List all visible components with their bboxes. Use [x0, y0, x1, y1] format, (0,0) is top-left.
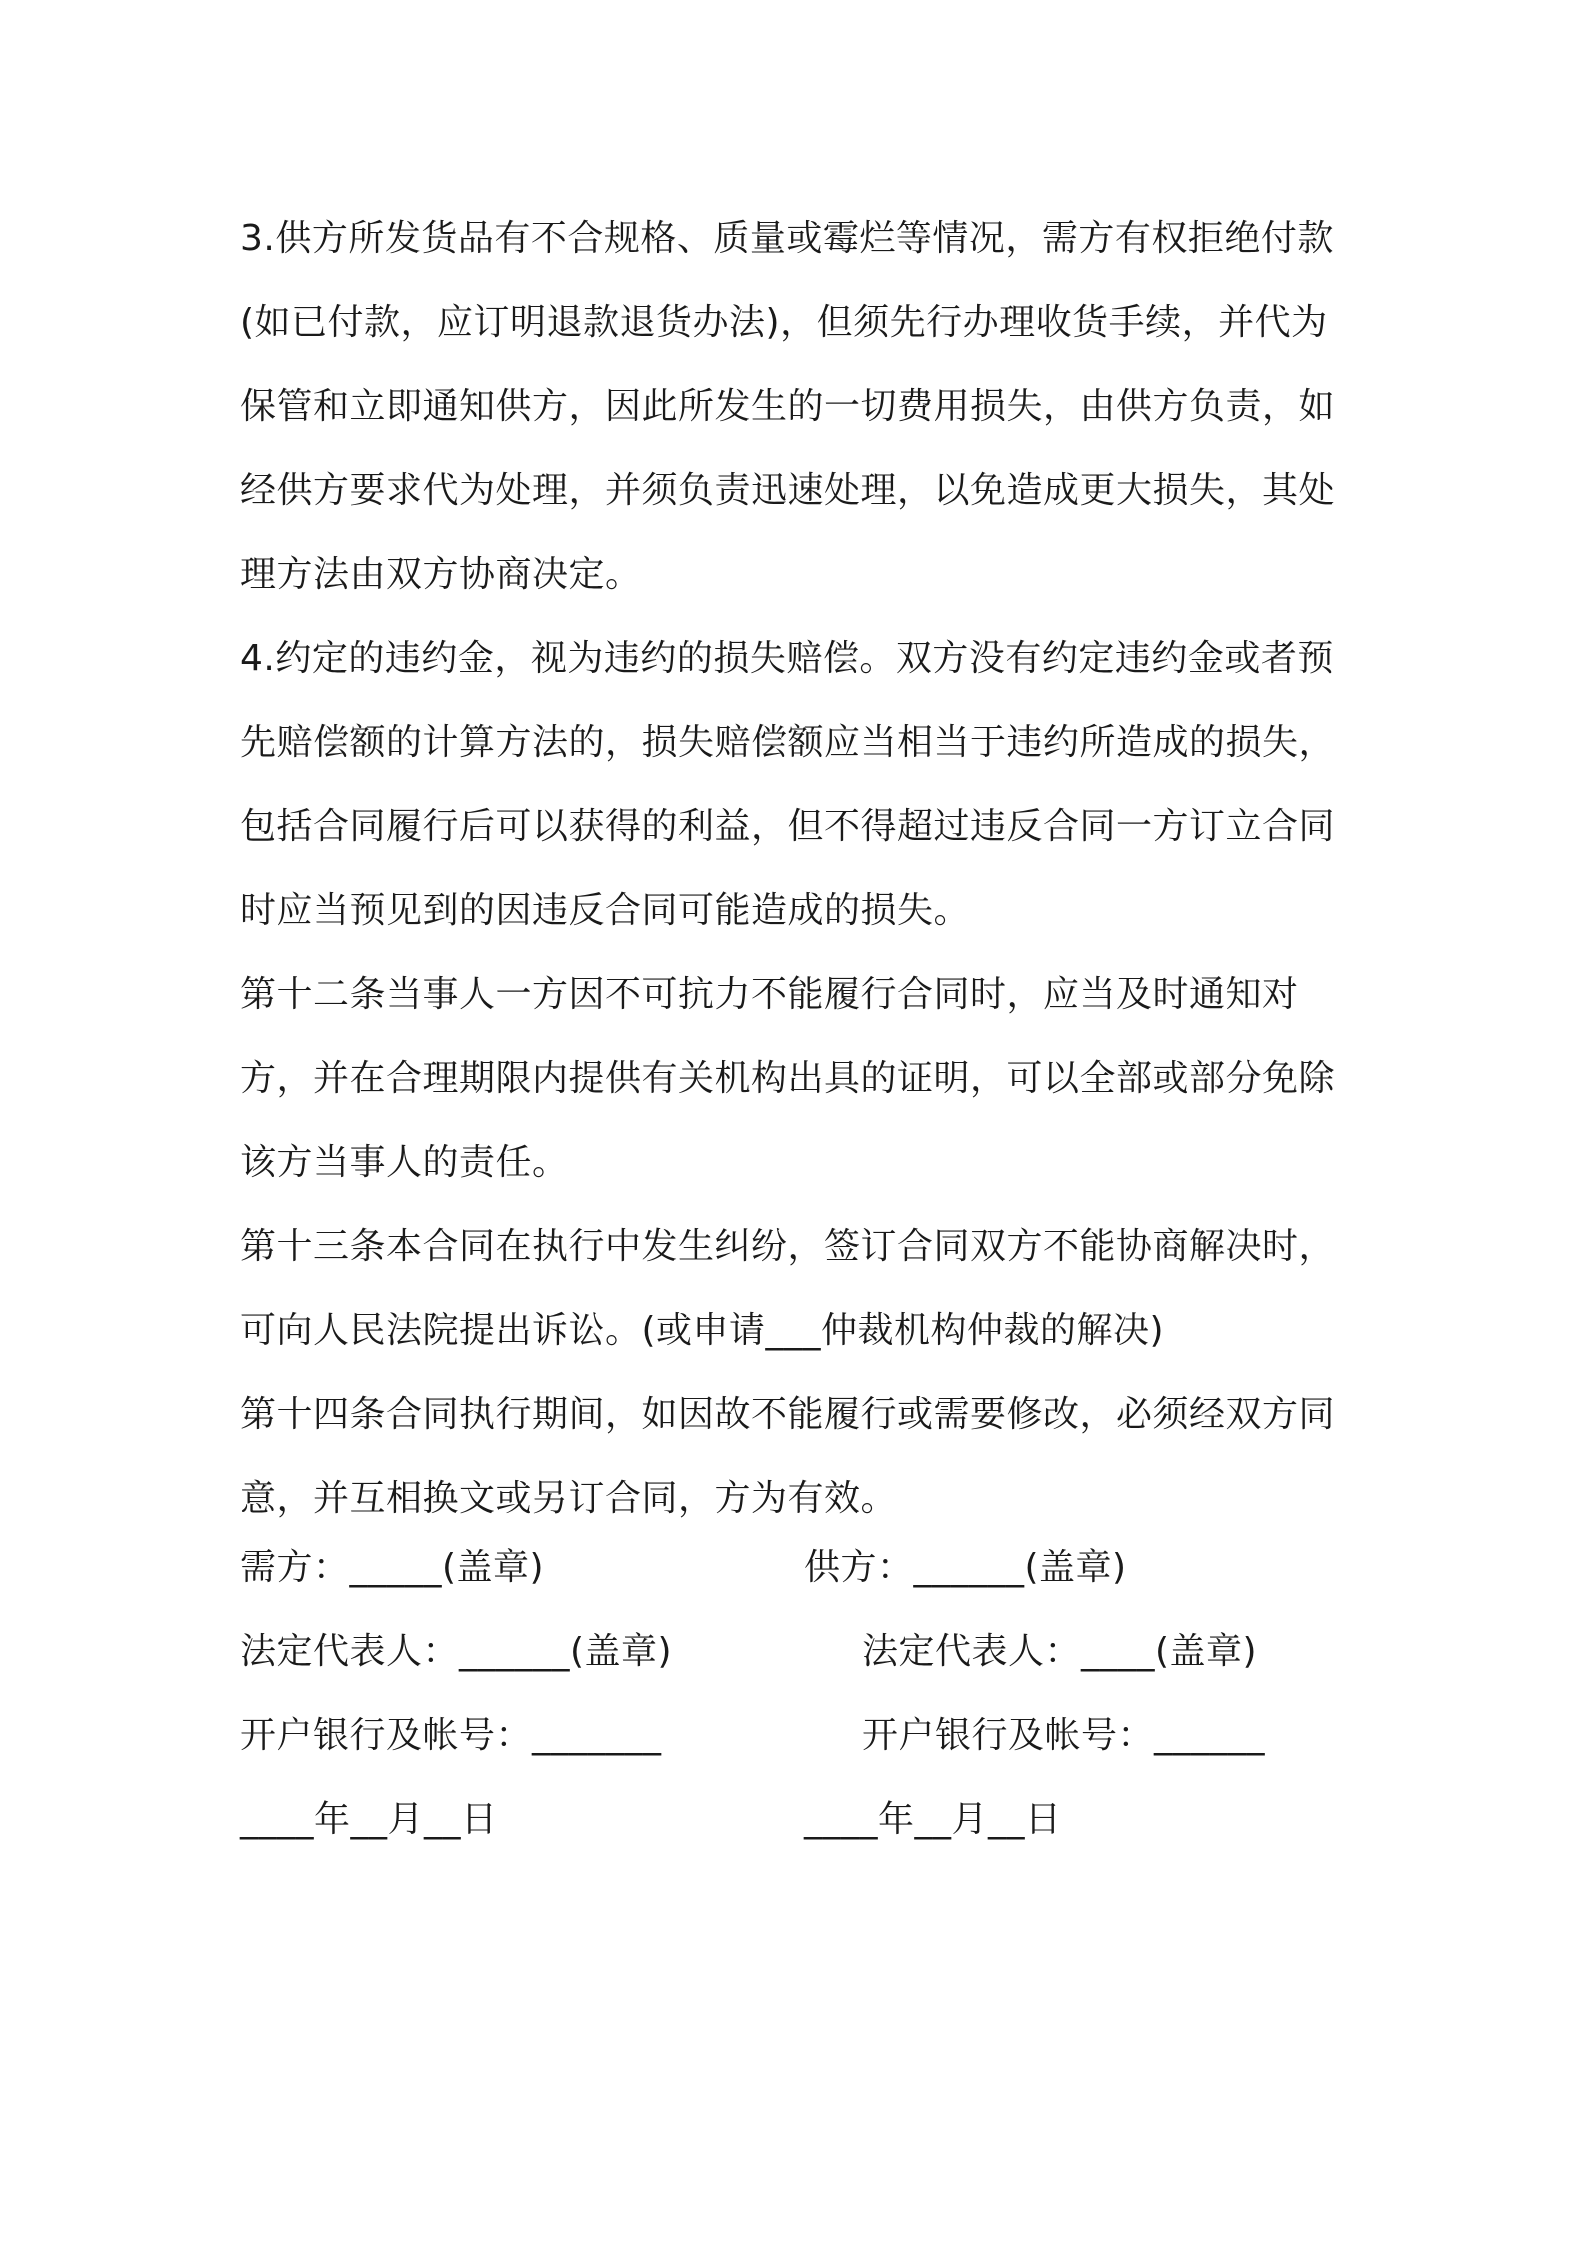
- buyer-seal-line: 需方：_____(盖章): [240, 1547, 545, 1588]
- article-14-modification: 第十四条合同执行期间，如因故不能履行或需要修改，必须经双方同意，并互相换文或另订合同，方为有效。: [240, 1394, 1336, 1519]
- article-12-force-majeure: 第十二条当事人一方因不可抗力不能履行合同时，应当及时通知对方，并在合理期限内提供有关机构出具的证明，可以全部或部分免除该方当事人的责任。: [240, 974, 1336, 1183]
- clause-3-defective-goods: 3.供方所发货品有不合规格、质量或霉烂等情况，需方有权拒绝付款(如已付款，应订明退款退货办法)，但须先行办理收货手续，并代为保管和立即通知供方，因此所发生的一切费用损失，由供方负责，如经供方要求代为处理，并须负责迅速处理，以免造成更大损失，其处理方法由双方协商决定。: [240, 218, 1336, 595]
- supplier-bank-account-line: 开户银行及帐号：______: [862, 1715, 1266, 1756]
- article-13-disputes: 第十三条本合同在执行中发生纠纷，签订合同双方不能协商解决时，可向人民法院提出诉讼。(或申请___仲裁机构仲裁的解决): [240, 1226, 1336, 1351]
- contract-body: [240, 197, 1360, 1541]
- supplier-date-line: ____年__月__日: [804, 1799, 1062, 1840]
- buyer-date-line: ____年__月__日: [240, 1799, 498, 1840]
- buyer-representative-line: 法定代表人：______(盖章): [240, 1631, 673, 1672]
- supplier-seal-line: 供方：______(盖章): [804, 1547, 1127, 1588]
- buyer-bank-account-line: 开户银行及帐号：_______: [240, 1715, 662, 1756]
- supplier-representative-line: 法定代表人：____(盖章): [862, 1631, 1258, 1672]
- clause-4-penalty: 4.约定的违约金，视为违约的损失赔偿。双方没有约定违约金或者预先赔偿额的计算方法的，损失赔偿额应当相当于违约所造成的损失，包括合同履行后可以获得的利益，但不得超过违反合同一方订立合同时应当预见到的因违反合同可能造成的损失。: [240, 638, 1336, 931]
